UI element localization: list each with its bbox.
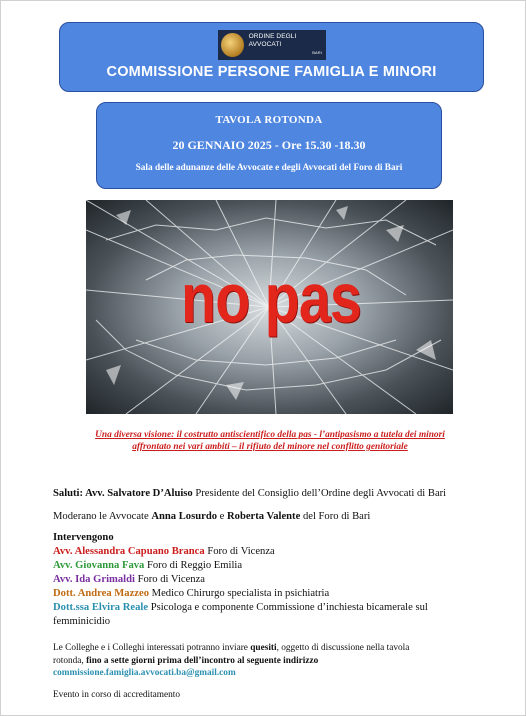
speaker-line-continuation: femminicidio: [53, 616, 111, 627]
event-type: TAVOLA ROTONDA: [215, 114, 323, 126]
commission-title: COMMISSIONE PERSONE FAMIGLIA E MINORI: [106, 64, 437, 80]
note-line-2: rotonda, fino a sette giorni prima dell’incontro al seguente indirizzo: [53, 656, 319, 666]
contact-email[interactable]: commissione.famiglia.avvocati.ba@gmail.com: [53, 668, 236, 678]
seal-icon: [221, 33, 244, 57]
no-pas-title: no pas: [180, 259, 362, 337]
speaker-name: Avv. Alessandra Capuano Branca: [53, 546, 205, 557]
hero-image: [86, 200, 453, 414]
event-venue: Sala delle adunanze delle Avvocate e degli Avvocati del Foro di Bari: [135, 163, 403, 173]
speaker-line: Avv. Giovanna Fava Foro di Reggio Emilia: [53, 560, 243, 571]
subtitle-line-2: affrontato nei vari ambiti – il rifiuto del minore nel conflitto genitoriale: [132, 442, 408, 452]
speaker-name: Dott. Andrea Mazzeo: [53, 588, 150, 599]
speaker-line: Dott. Andrea Mazzeo Medico Chirurgo specialista in psichiatria: [53, 588, 330, 599]
event-banner: [96, 102, 442, 189]
event-date: 20 GENNAIO 2025 - Ore 15.30 -18.30: [172, 138, 366, 152]
speaker-line: Dott.ssa Elvira Reale Psicologa e componente Commissione d’inchiesta bicamerale sul: [53, 602, 428, 613]
speaker-name: Avv. Giovanna Fava: [53, 560, 145, 571]
note-line-1: Le Colleghe e i Colleghi interessati potranno inviare quesiti, oggetto di discussione nella tavola: [53, 643, 410, 653]
moderano-line: Moderano le Avvocate Anna Losurdo e Roberta Valente del Foro di Bari: [53, 511, 371, 522]
speaker-name: Avv. Ida Grimaldi: [53, 574, 135, 585]
saluti-text: Presidente del Consiglio dell’Ordine degli Avvocati di Bari: [192, 488, 447, 499]
subtitle-line-1: Una diversa visione: il costrutto antiscientifico della pas - l’antipasismo a tutela dei minori: [95, 430, 445, 440]
subtitle: [58, 429, 482, 453]
bar-association-logo: [218, 30, 326, 60]
speaker-line: Avv. Ida Grimaldi Foro di Vicenza: [53, 574, 205, 585]
speaker-line: Avv. Alessandra Capuano Branca Foro di Vicenza: [53, 546, 275, 557]
logo-name: ORDINE DEGLI AVVOCATI: [248, 33, 297, 48]
moderator-1: Anna Losurdo: [151, 511, 218, 522]
saluti-label: Saluti: Avv. Salvatore D’Aluiso: [53, 488, 193, 499]
saluti-line: [53, 488, 446, 499]
intervengono-label: Intervengono: [53, 532, 114, 543]
speaker-name: Dott.ssa Elvira Reale: [53, 602, 149, 613]
moderator-2: Roberta Valente: [227, 511, 301, 522]
logo-city: BARI: [312, 50, 322, 55]
accreditation-note: Evento in corso di accreditamento: [53, 690, 181, 700]
